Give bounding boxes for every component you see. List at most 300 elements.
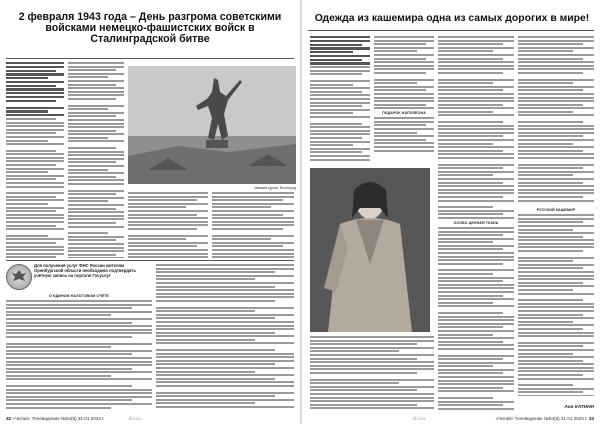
text-line [518, 374, 583, 376]
text-line [438, 174, 493, 176]
text-line [438, 125, 514, 127]
text-line [518, 196, 583, 198]
text-line [438, 302, 493, 304]
text-line [438, 372, 503, 374]
text-line [6, 407, 111, 409]
text-line [518, 342, 594, 344]
text-line [68, 105, 124, 107]
text-line [6, 207, 64, 209]
text-line [438, 43, 503, 45]
text-line [6, 399, 132, 401]
text-line [518, 271, 594, 273]
text-line [128, 238, 186, 240]
text-line [518, 218, 594, 220]
text-line [6, 118, 56, 120]
text-line [374, 50, 417, 52]
text-line [438, 408, 514, 410]
text-line [518, 50, 573, 52]
text-line [518, 72, 583, 74]
text-line [374, 36, 434, 38]
text-line [156, 378, 275, 380]
text-line [518, 167, 583, 169]
text-line [68, 80, 124, 82]
text-line [374, 40, 434, 42]
text-line [310, 70, 370, 72]
text-line [374, 124, 426, 126]
text-line [438, 135, 503, 137]
text-line [374, 54, 434, 56]
text-line [68, 179, 124, 181]
text-line [310, 382, 399, 384]
text-line [68, 226, 124, 228]
text-line [518, 61, 594, 63]
text-line [518, 282, 583, 284]
text-line [68, 147, 116, 149]
text-line [6, 235, 48, 237]
text-line [128, 210, 208, 212]
text-line [438, 213, 503, 215]
text-line [518, 139, 594, 141]
text-line [374, 142, 434, 144]
text-line [6, 332, 152, 334]
text-line [438, 196, 503, 198]
text-line [518, 164, 594, 166]
text-line [6, 186, 64, 188]
text-line [310, 130, 370, 132]
text-line [518, 246, 594, 248]
article-column-3 [128, 192, 208, 258]
text-line [310, 105, 362, 107]
text-line [128, 253, 208, 255]
right-headline: Одежда из кашемира одна из самых дорогих в мире! [314, 13, 590, 24]
text-line [310, 379, 434, 381]
text-line [68, 84, 116, 86]
text-line [310, 159, 370, 161]
text-line [438, 104, 503, 106]
text-line [518, 185, 594, 187]
text-line [68, 222, 116, 224]
text-line [6, 256, 56, 258]
text-line [310, 55, 370, 57]
text-line [438, 390, 514, 392]
monument-photo [128, 66, 296, 184]
text-line [6, 375, 111, 377]
text-line [212, 221, 294, 223]
text-line [128, 221, 208, 223]
text-line [6, 253, 64, 255]
text-line [438, 182, 503, 184]
text-line [374, 128, 434, 130]
text-line [6, 300, 152, 302]
text-line [310, 66, 370, 68]
text-line [518, 384, 573, 386]
text-line [438, 65, 514, 67]
left-footer [6, 416, 105, 421]
text-line [212, 256, 294, 258]
text-line [68, 151, 124, 153]
text-line [518, 54, 594, 56]
text-line [518, 143, 573, 145]
text-line [518, 36, 594, 38]
text-line [156, 392, 294, 394]
text-line [438, 319, 514, 321]
text-line [518, 182, 583, 184]
text-line [438, 157, 514, 159]
text-line [6, 196, 56, 198]
text-line [68, 69, 116, 71]
text-line [518, 360, 583, 362]
text-line [156, 402, 255, 404]
text-line [438, 295, 503, 297]
text-line [68, 254, 116, 256]
text-line [68, 211, 124, 213]
text-line [6, 100, 56, 102]
text-line [6, 168, 64, 170]
text-line [374, 104, 426, 106]
text-line [438, 358, 503, 360]
woman-illustration [310, 168, 430, 332]
text-line [518, 310, 594, 312]
text-line [156, 399, 294, 401]
text-line [438, 206, 493, 208]
text-line [6, 214, 64, 216]
text-line [518, 114, 594, 116]
text-line [438, 273, 493, 275]
text-line [518, 332, 594, 334]
text-line [518, 214, 594, 216]
text-line [374, 86, 434, 88]
text-line [6, 389, 152, 391]
text-line [518, 378, 594, 380]
text-line [438, 298, 514, 300]
text-line [518, 178, 594, 180]
text-line [438, 217, 514, 219]
text-line [6, 364, 152, 366]
woman-in-coat-photo [310, 168, 430, 332]
text-line [438, 61, 514, 63]
text-line [518, 93, 594, 95]
text-line [438, 376, 514, 378]
text-line [518, 192, 594, 194]
text-line [6, 66, 64, 68]
right-column-bottom [310, 336, 434, 410]
text-line [438, 287, 514, 289]
text-line [6, 122, 64, 124]
text-line [156, 268, 294, 270]
text-line [518, 153, 594, 155]
text-line [68, 130, 116, 132]
text-line [438, 189, 514, 191]
text-line [438, 128, 514, 130]
text-line [68, 154, 124, 156]
text-line [438, 316, 514, 318]
text-line [6, 368, 132, 370]
text-line [518, 388, 594, 390]
text-line [68, 98, 116, 100]
text-line [68, 204, 124, 206]
section-rule [6, 260, 294, 261]
text-line [212, 196, 294, 198]
text-line [156, 264, 294, 266]
text-line [310, 155, 370, 157]
headline-rule [6, 58, 294, 59]
text-line [6, 392, 152, 394]
text-line [6, 304, 152, 306]
text-line [438, 404, 503, 406]
text-line [310, 80, 370, 82]
text-line [374, 146, 434, 148]
text-line [68, 115, 116, 117]
left-headline: 2 февраля 1943 года – День разгрома советскими войсками немецко-фашистских войск в Сталинградской битве [18, 11, 282, 46]
text-line [374, 150, 434, 152]
text-line [518, 356, 594, 358]
text-line [518, 285, 594, 287]
text-line [438, 231, 514, 233]
text-line [518, 289, 573, 291]
text-line [438, 97, 514, 99]
text-line [518, 229, 573, 231]
text-line [310, 361, 434, 363]
text-line [68, 193, 116, 195]
text-line [518, 200, 594, 202]
text-line [374, 43, 426, 45]
text-line [438, 365, 493, 367]
text-line [212, 203, 294, 205]
text-line [518, 306, 594, 308]
text-line [438, 121, 503, 123]
text-line [6, 228, 64, 230]
text-line [212, 238, 271, 240]
text-line [438, 263, 503, 265]
text-line [156, 321, 294, 323]
tax-subhead: О ЕДИНОМ НАЛОГОВОМ СЧЁТЕ [49, 294, 109, 298]
text-line [518, 128, 594, 130]
text-line [438, 54, 514, 56]
text-line [518, 391, 583, 393]
text-line [212, 199, 283, 201]
text-line [438, 171, 514, 173]
text-line [310, 389, 417, 391]
text-line [128, 242, 208, 244]
text-line [212, 214, 283, 216]
text-line [68, 140, 124, 142]
article-author: Ана КАТИНИ [564, 405, 594, 410]
text-line [128, 192, 208, 194]
text-line [310, 372, 417, 374]
text-line [518, 86, 594, 88]
subhead-russian: РУССКИЙ КАШЕМИР [536, 208, 576, 213]
text-line [6, 403, 152, 405]
text-line [438, 86, 514, 88]
monument-illustration [128, 66, 296, 184]
text-line [6, 140, 48, 142]
text-line [518, 367, 594, 369]
text-line [6, 242, 56, 244]
text-line [310, 400, 434, 402]
text-line [6, 357, 152, 359]
text-line [438, 132, 514, 134]
text-line [438, 252, 514, 254]
text-line [128, 228, 197, 230]
text-line [438, 348, 514, 350]
text-line [6, 325, 152, 327]
tax-column-2 [156, 264, 294, 410]
text-line [438, 334, 493, 336]
text-line [310, 87, 370, 89]
text-line [438, 167, 503, 169]
text-line [518, 345, 583, 347]
text-line [518, 264, 594, 266]
text-line [156, 317, 275, 319]
text-line [68, 119, 124, 121]
text-line [6, 221, 64, 223]
text-line [68, 133, 124, 135]
text-line [518, 121, 583, 123]
text-line [156, 286, 275, 288]
text-line [6, 246, 64, 248]
text-line [212, 224, 294, 226]
text-line [374, 61, 434, 63]
text-line [68, 87, 124, 89]
text-line [310, 404, 417, 406]
text-line [438, 139, 514, 141]
text-line [518, 100, 594, 102]
text-line [212, 206, 271, 208]
text-line [518, 317, 594, 319]
text-line [6, 361, 152, 363]
text-line [68, 62, 124, 64]
text-line [518, 125, 594, 127]
text-line [374, 72, 426, 74]
text-line [6, 73, 64, 75]
text-line [156, 342, 294, 344]
text-line [6, 125, 64, 127]
text-line [310, 343, 417, 345]
text-line [438, 238, 514, 240]
text-line [438, 146, 514, 148]
text-line [6, 110, 48, 112]
text-line [6, 160, 64, 162]
text-line [438, 111, 493, 113]
text-line [438, 227, 514, 229]
text-line [310, 51, 353, 53]
text-line [156, 381, 294, 383]
right-footer [495, 416, 594, 421]
text-line [374, 139, 426, 141]
text-line [518, 174, 573, 176]
text-line [6, 157, 64, 159]
text-line [156, 278, 255, 280]
text-line [374, 65, 434, 67]
text-line [438, 259, 514, 261]
text-line [68, 158, 124, 160]
text-line [310, 354, 434, 356]
text-line [518, 236, 583, 238]
text-line [438, 36, 514, 38]
text-line [68, 243, 124, 245]
text-line [310, 386, 434, 388]
text-line [212, 235, 294, 237]
text-line [68, 73, 124, 75]
text-line [156, 293, 294, 295]
text-line [310, 94, 370, 96]
text-line [518, 89, 583, 91]
text-line [68, 91, 124, 93]
text-line [310, 36, 370, 38]
text-line [68, 137, 108, 139]
text-line [68, 126, 124, 128]
text-line [438, 164, 514, 166]
text-line [438, 100, 514, 102]
text-line [68, 200, 108, 202]
text-line [310, 141, 370, 143]
text-line [156, 314, 294, 316]
text-line [438, 58, 503, 60]
text-line [310, 73, 362, 75]
right-column-2 [374, 36, 434, 164]
text-line [310, 59, 362, 61]
text-line [310, 340, 434, 342]
text-line [128, 235, 208, 237]
text-line [6, 318, 152, 320]
text-line [6, 346, 111, 348]
text-line [438, 82, 493, 84]
text-line [374, 117, 434, 119]
text-line [156, 332, 275, 334]
text-line [156, 360, 294, 362]
text-line [518, 321, 573, 323]
text-line [212, 228, 283, 230]
text-line [374, 97, 434, 99]
text-line [156, 395, 275, 397]
text-line [6, 92, 64, 94]
text-line [438, 323, 514, 325]
text-line [518, 328, 583, 330]
photo-caption: Мамаев курган, Волгоград [254, 186, 296, 190]
text-line [518, 324, 594, 326]
text-line [438, 280, 503, 282]
text-line [6, 136, 64, 138]
text-line [6, 153, 64, 155]
text-line [156, 300, 275, 302]
page-number-left: 32 [6, 416, 12, 421]
text-line [6, 336, 132, 338]
text-line [310, 336, 434, 338]
text-line [438, 68, 514, 70]
text-line [518, 299, 583, 301]
text-line [68, 247, 124, 249]
text-line [310, 109, 370, 111]
text-line [438, 369, 514, 371]
text-line [68, 215, 124, 217]
text-line [438, 248, 503, 250]
text-line [310, 144, 353, 146]
text-line [310, 62, 370, 64]
text-line [518, 335, 594, 337]
text-line [518, 68, 594, 70]
text-line [518, 79, 594, 81]
text-line [518, 293, 594, 295]
text-line [128, 196, 208, 198]
text-line [518, 97, 594, 99]
text-line [310, 116, 370, 118]
text-line [128, 214, 197, 216]
text-line [156, 385, 294, 387]
text-line [374, 58, 426, 60]
text-line [518, 243, 594, 245]
text-line [374, 47, 434, 49]
tax-notice-title: Для получения услуг ФНС России жителям Оренбургской области необходимо подтвердить учётную запись на портале Госуслуг [34, 263, 137, 278]
